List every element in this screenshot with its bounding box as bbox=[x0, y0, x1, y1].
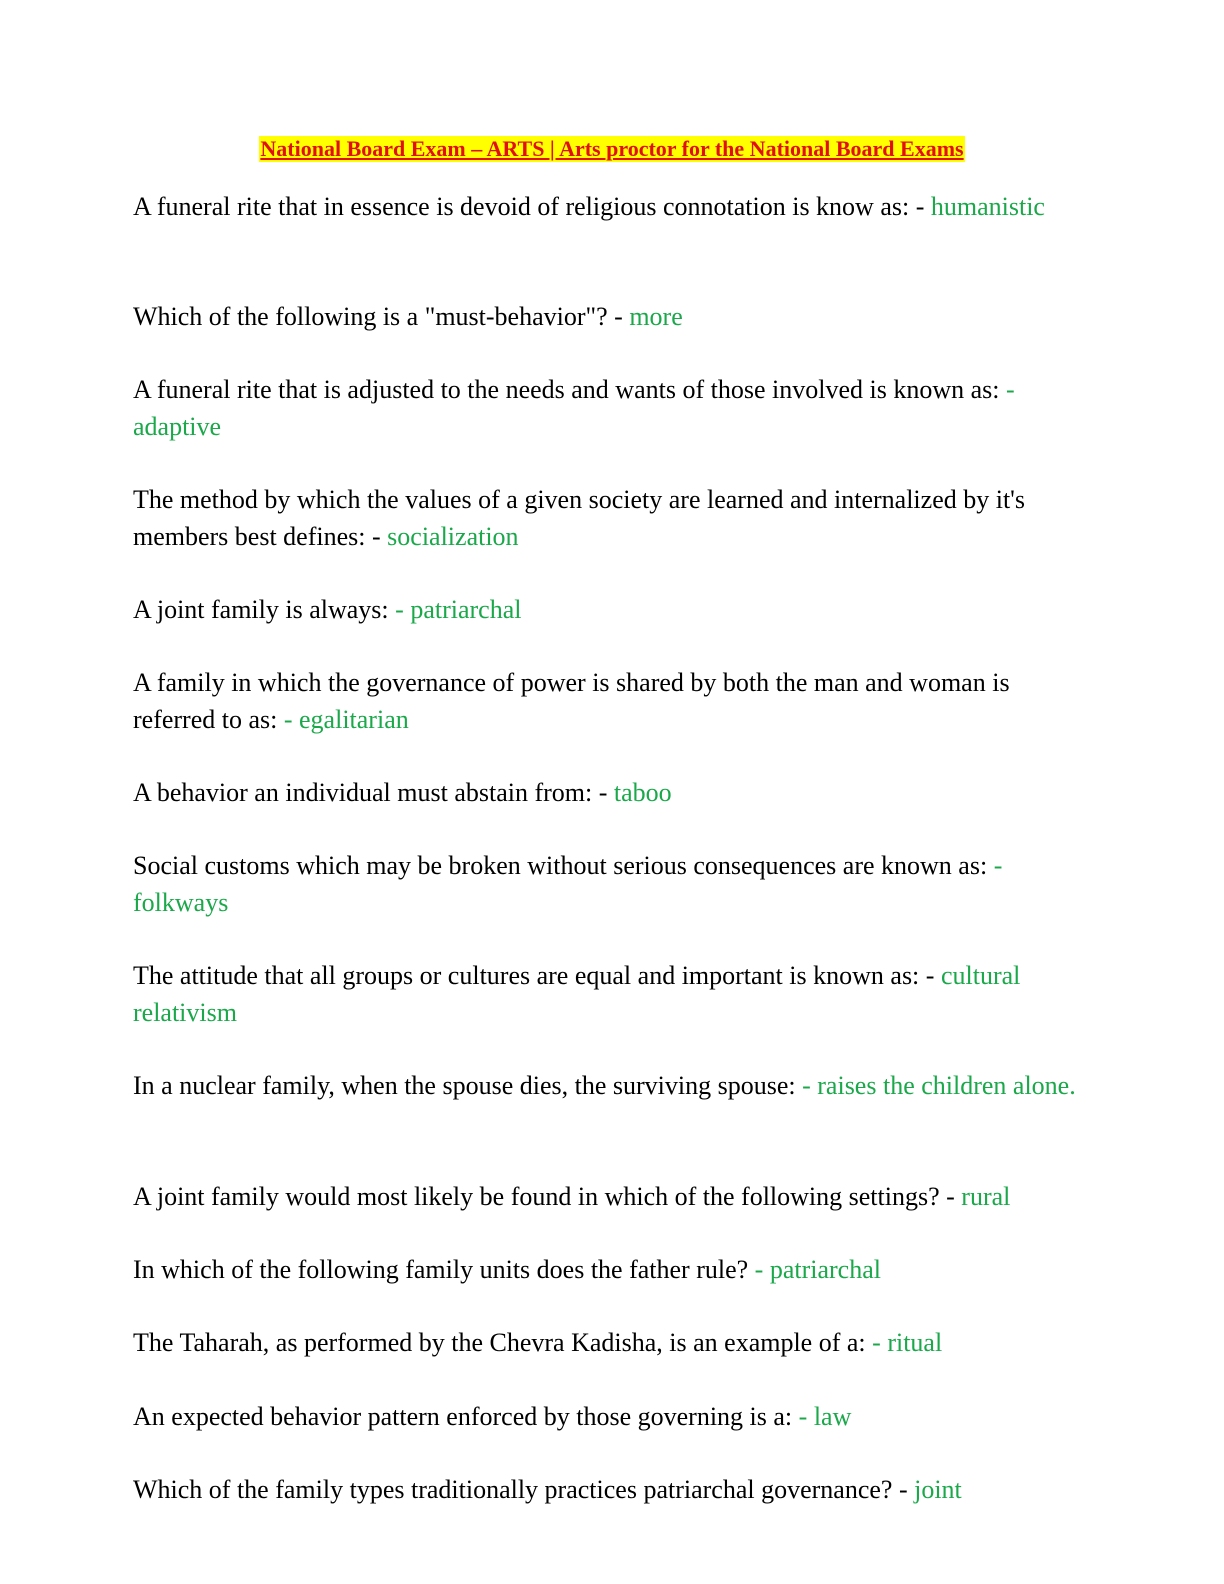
qa-item bbox=[133, 1324, 1093, 1361]
qa-item bbox=[133, 664, 1093, 738]
question-text: A family in which the governance of power is shared by both the man and woman is referred to as: bbox=[133, 668, 1010, 734]
qa-item bbox=[133, 591, 1093, 628]
answer-text: cultural relativism bbox=[133, 961, 1021, 1027]
answer-text: joint bbox=[914, 1475, 962, 1504]
question-text: In a nuclear family, when the spouse dies, the surviving spouse: bbox=[133, 1071, 803, 1100]
answer-text: - patriarchal bbox=[754, 1255, 881, 1284]
question-text: The attitude that all groups or cultures are equal and important is known as: - bbox=[133, 961, 941, 990]
qa-item bbox=[133, 371, 1093, 445]
qa-item bbox=[133, 1398, 1093, 1435]
qa-item bbox=[133, 481, 1093, 555]
qa-item bbox=[133, 1251, 1093, 1288]
qa-item bbox=[133, 957, 1093, 1031]
question-text: Social customs which may be broken without serious consequences are known as: bbox=[133, 851, 994, 880]
question-text: The Taharah, as performed by the Chevra Kadisha, is an example of a: bbox=[133, 1328, 873, 1357]
answer-text: taboo bbox=[613, 778, 672, 807]
answer-text: humanistic bbox=[930, 192, 1045, 221]
question-text: Which of the family types traditionally practices patriarchal governance? - bbox=[133, 1475, 915, 1504]
answer-text: - raises the children alone. bbox=[802, 1071, 1076, 1100]
answer-text: - adaptive bbox=[133, 375, 1015, 441]
question-text: Which of the following is a "must-behavior"? - bbox=[133, 302, 630, 331]
qa-item bbox=[133, 1471, 1093, 1508]
question-text: A funeral rite that in essence is devoid of religious connotation is know as: - bbox=[133, 192, 931, 221]
question-text: A joint family would most likely be found in which of the following settings? - bbox=[133, 1182, 962, 1211]
qa-item bbox=[133, 298, 1093, 335]
title-wrap bbox=[0, 136, 1224, 162]
answer-text: - egalitarian bbox=[283, 705, 409, 734]
question-text: The method by which the values of a given society are learned and internalized by it's members best defines: - bbox=[133, 485, 1025, 551]
answer-text: - folkways bbox=[133, 851, 1003, 917]
qa-item bbox=[133, 188, 1093, 225]
question-text: An expected behavior pattern enforced by those governing is a: bbox=[133, 1402, 799, 1431]
question-text: In which of the following family units does the father rule? bbox=[133, 1255, 755, 1284]
qa-item bbox=[133, 774, 1093, 811]
answer-text: rural bbox=[961, 1182, 1011, 1211]
page-title: National Board Exam – ARTS | Arts proctor for the National Board Exams bbox=[260, 136, 964, 161]
qa-item bbox=[133, 1067, 1093, 1104]
answer-text: - ritual bbox=[872, 1328, 943, 1357]
answer-text: socialization bbox=[387, 522, 519, 551]
answer-text: more bbox=[629, 302, 683, 331]
question-text: A funeral rite that is adjusted to the needs and wants of those involved is known as: bbox=[133, 375, 1006, 404]
qa-item bbox=[133, 1178, 1093, 1215]
question-text: A joint family is always: bbox=[133, 595, 396, 624]
answer-text: - law bbox=[798, 1402, 852, 1431]
question-text: A behavior an individual must abstain from: - bbox=[133, 778, 614, 807]
answer-text: - patriarchal bbox=[395, 595, 522, 624]
qa-item bbox=[133, 847, 1093, 921]
